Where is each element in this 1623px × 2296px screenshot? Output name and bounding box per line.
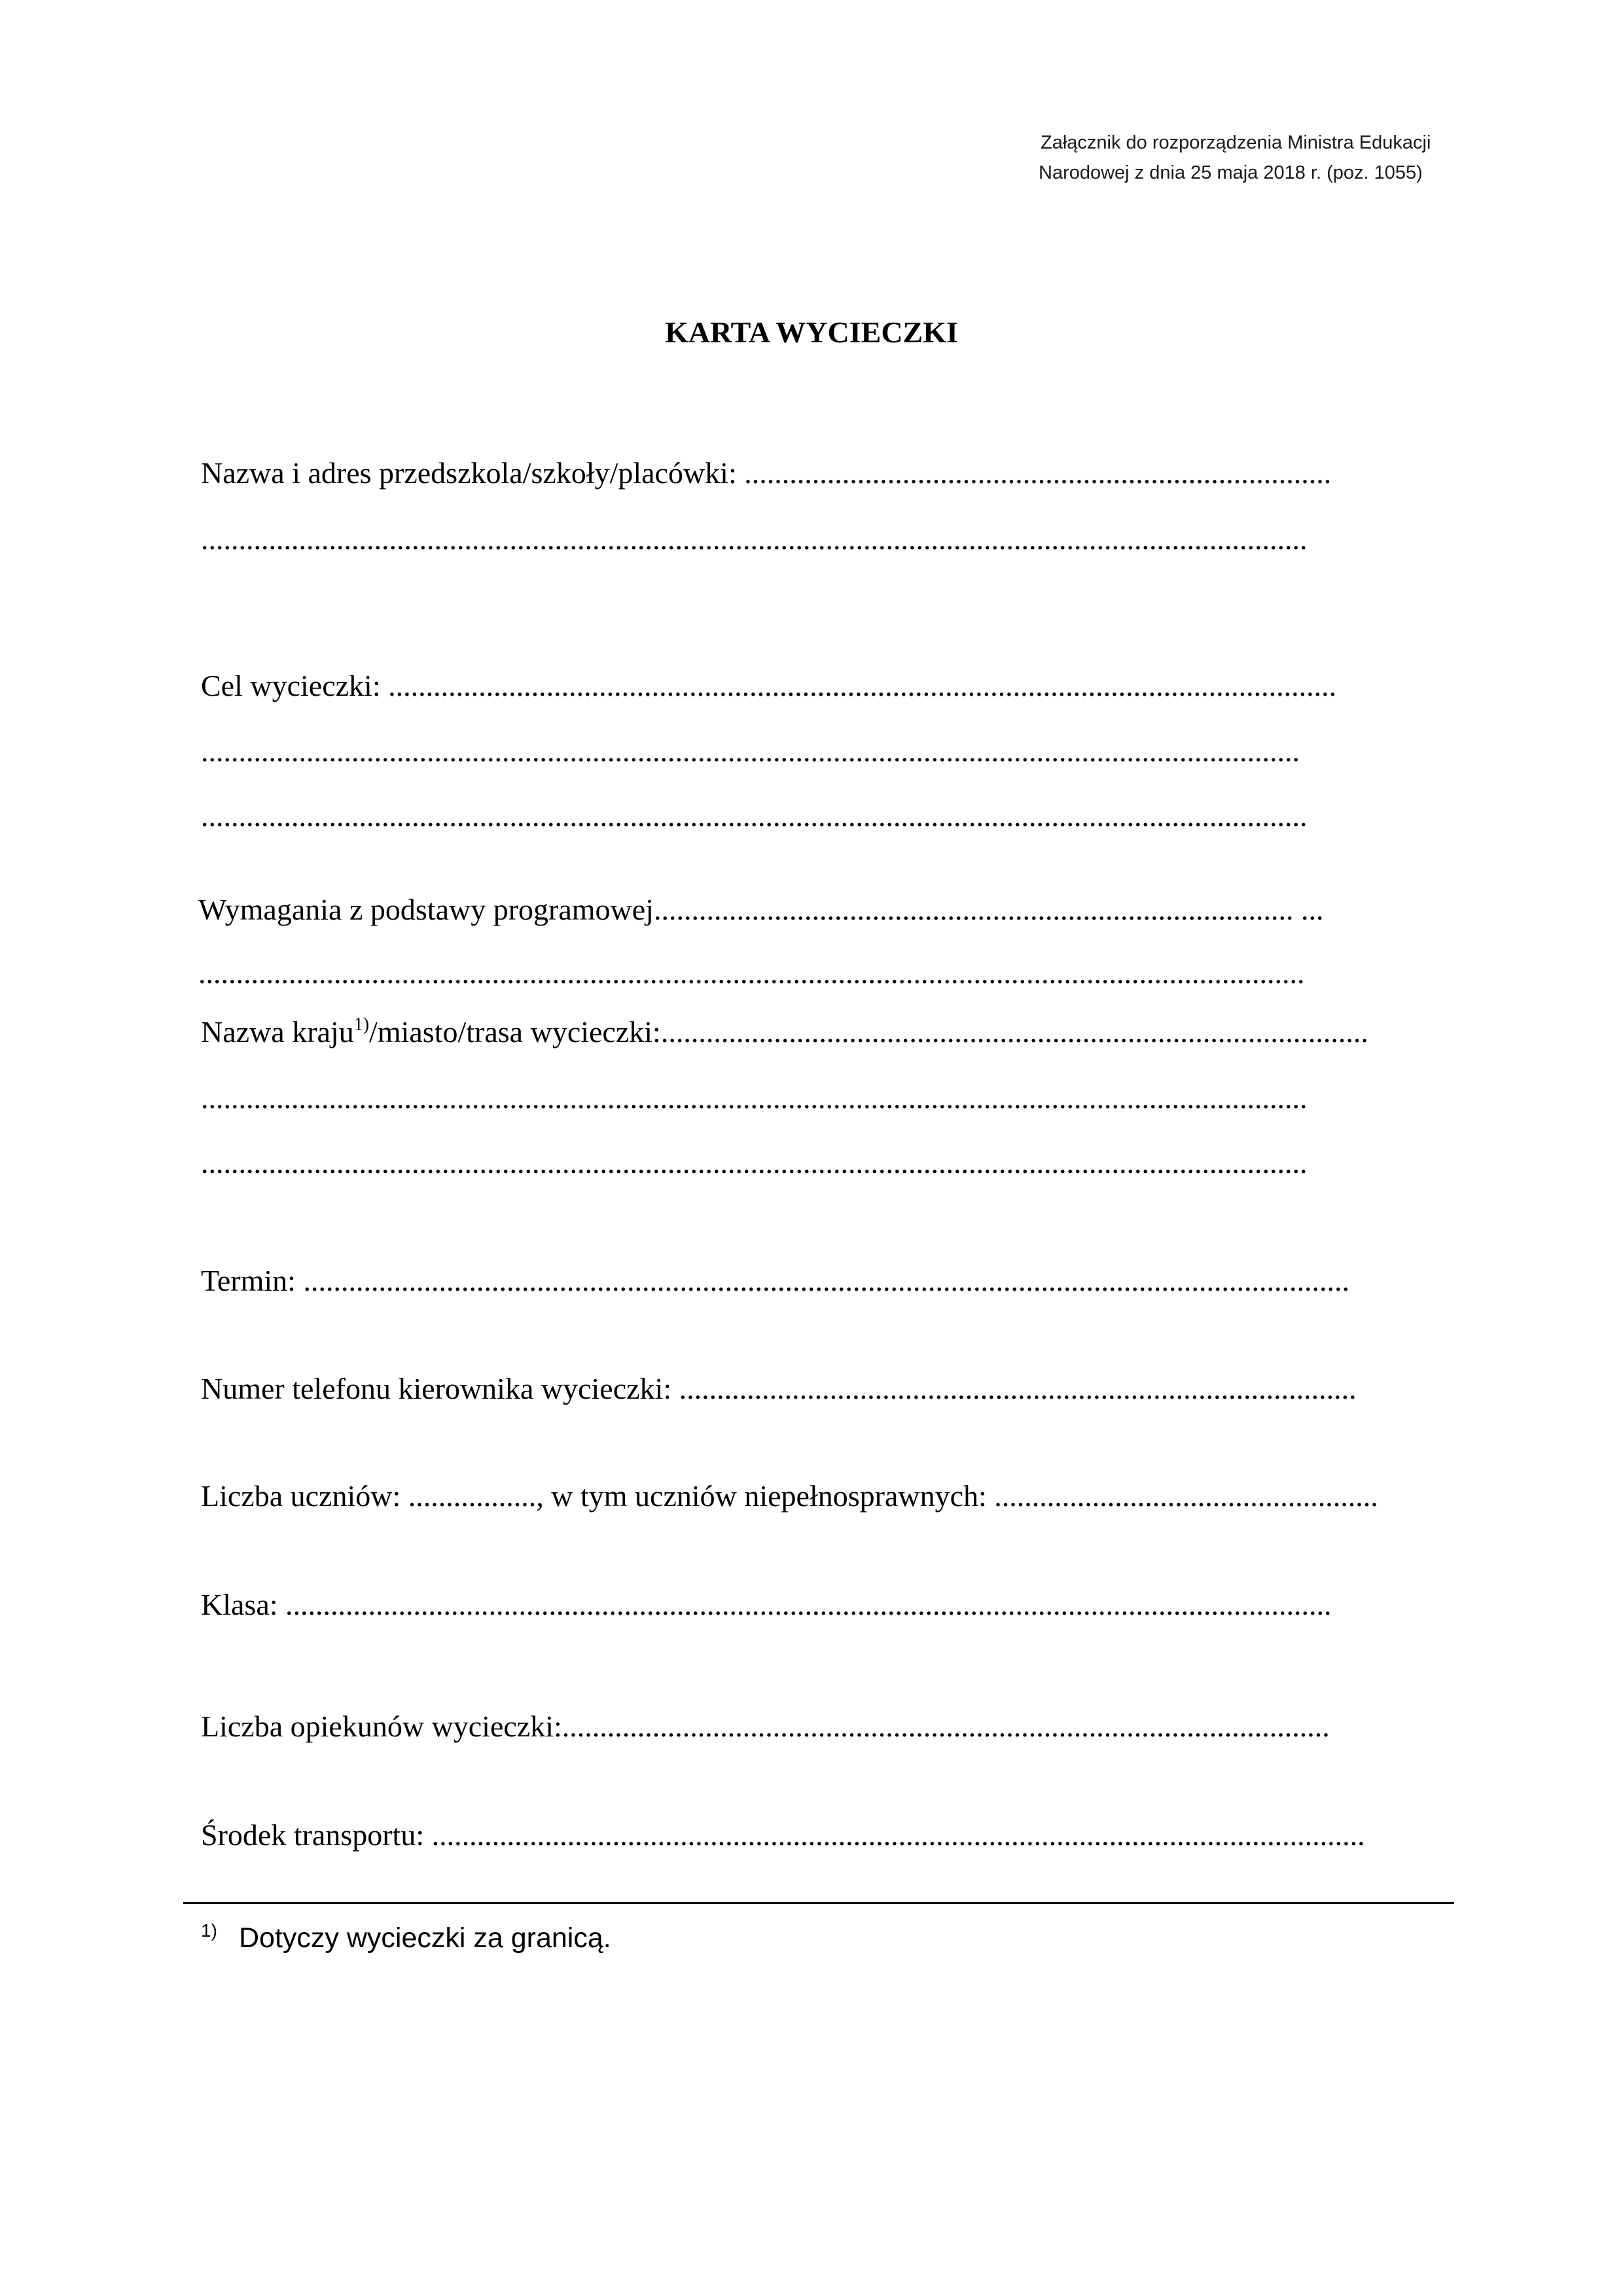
document-title: KARTA WYCIECZKI [665, 315, 958, 349]
field-transport: Środek transportu: ............................................................................................................................ [201, 1818, 1365, 1852]
footnote-mark: 1) [201, 1920, 217, 1941]
attachment-note-line-2: Narodowej z dnia 25 maja 2018 r. (poz. 1055) [1039, 162, 1423, 183]
field-school-name-address: Nazwa i adres przedszkola/szkoły/placówki: .............................................................................. [201, 456, 1332, 490]
field-school-name-address-continued: ................................................................................................................................................... [201, 522, 1308, 556]
field-curriculum-requirements-continued: ................................................................................................................................................... [198, 956, 1305, 990]
attachment-note-line-1: Załącznik do rozporządzenia Ministra Edukacji [1041, 132, 1431, 153]
field-trip-purpose-continued-1: .................................................................................................................................................. [201, 734, 1300, 768]
footnote-text: Dotyczy wycieczki za granicą. [239, 1922, 611, 1954]
field-country-label: Nazwa kraju [201, 1015, 354, 1049]
field-country-city-route [201, 1013, 1461, 1052]
footnote-reference: 1) [353, 1014, 370, 1035]
field-leader-phone: Numer telefonu kierownika wycieczki: .......................................................................................... [201, 1372, 1357, 1405]
field-curriculum-requirements: Wymagania z podstawy programowej..................................................................................... ... [198, 893, 1324, 926]
attachment-note [1041, 128, 1564, 188]
field-guardian-count: Liczba opiekunów wycieczki:...................................................................................................... [201, 1710, 1330, 1743]
field-trip-purpose: Cel wycieczki: .............................................................................................................................. [201, 669, 1337, 702]
field-country-city-route-continued-2: ................................................................................................................................................... [201, 1146, 1308, 1179]
footnote [201, 1911, 611, 1958]
field-student-count: Liczba uczniów: ................., w tym uczniów niepełnosprawnych: ................................................... [201, 1479, 1378, 1513]
footnote-divider [183, 1902, 1454, 1904]
field-route-label: /miasto/trasa wycieczki:.............................................................................................. [369, 1015, 1368, 1049]
field-date: Termin: ........................................................................................................................................... [201, 1264, 1349, 1297]
field-trip-purpose-continued-2: ................................................................................................................................................... [201, 799, 1308, 833]
field-country-city-route-continued-1: ................................................................................................................................................... [201, 1081, 1308, 1115]
field-class: Klasa: ........................................................................................................................................... [201, 1588, 1332, 1621]
